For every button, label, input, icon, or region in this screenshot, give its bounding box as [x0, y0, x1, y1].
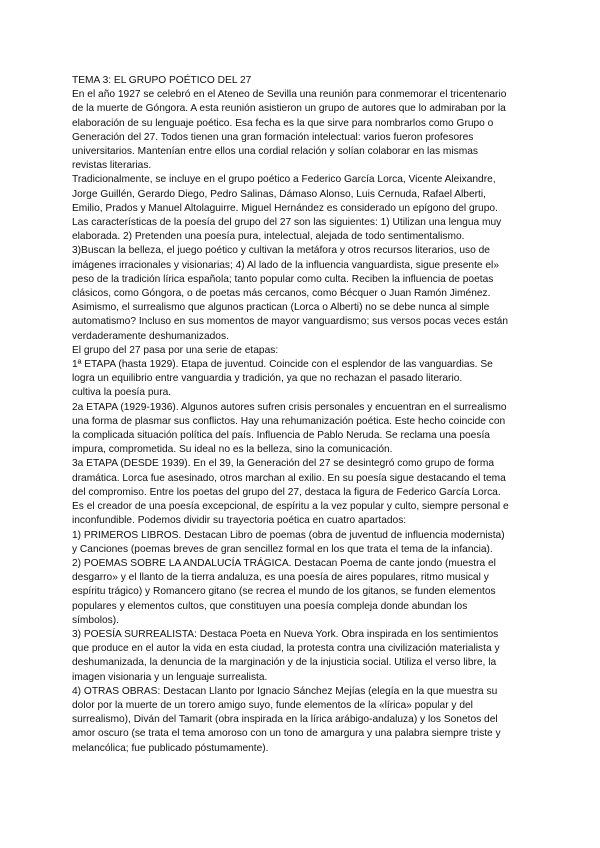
text-line: universitarios. Mantenían entre ellos una cordial relación y solían colaborar en las mismas [72, 146, 479, 158]
text-line: imágenes irracionales y visionarias; 4) Al lado de la influencia vanguardista, sigue presente el» [72, 259, 499, 271]
text-line: Generación del 27. Todos tienen una gran formación intelectual: varios fueron profesores [72, 131, 474, 143]
text-line: una forma de plasmar sus conflictos. Hay una rehumanización poética. Este hecho coincide con [72, 415, 506, 427]
text-line: 2) POEMAS SOBRE LA ANDALUCÍA TRÁGICA. Destacan Poema de cante jondo (muestra el [72, 557, 496, 569]
text-line: automatismo? Incluso en sus momentos de mayor vanguardismo; sus versos pocas veces están [72, 316, 509, 328]
text-line: populares y elementos cultos, que constituyen una poesía compleja donde abundan los [72, 600, 468, 612]
text-line: 1ª ETAPA (hasta 1929). Etapa de juventud. Coincide con el esplendor de las vanguardias. Se [72, 359, 493, 371]
text-line: que produce en el autor la vida en esta ciudad, la protesta contra una civilización materialista y [72, 643, 500, 655]
text-line: 1) PRIMEROS LIBROS. Destacan Libro de poemas (obra de juventud de influencia modernista) [72, 529, 505, 541]
text-line: dolor por la muerte de un torero amigo suyo, funde elementos de la «lírica» popular y del [72, 699, 473, 711]
document-title: TEMA 3: EL GRUPO POÉTICO DEL 27 [72, 75, 252, 86]
text-line: símbolos). [72, 614, 119, 626]
text-line: 3) POESÍA SURREALISTA: Destaca Poeta en Nueva York. Obra inspirada en los sentimientos [72, 628, 499, 640]
text-line: surrealismo), Diván del Tamarit (obra inspirada en la lírica arábigo-andaluza) y los Sonetos del [72, 714, 498, 726]
text-line: cultiva la poesía pura. [72, 387, 172, 399]
text-line: verdaderamente deshumanizados. [72, 330, 229, 342]
text-line: melancólica; fue publicado póstumamente). [72, 742, 269, 754]
text-line: Las características de la poesía del grupo del 27 son las siguientes: 1) Utilizan una lengua muy [72, 217, 502, 229]
text-line: inconfundible. Podemos dividir su trayectoria poética en cuatro apartados: [72, 515, 407, 527]
text-line: peso de la tradición lírica española; tanto popular como culta. Reciben la influencia de poetas [72, 273, 494, 285]
text-line: clásicos, como Góngora, o de poetas más cercanos, como Bécquer o Juan Ramón Jiménez. [72, 288, 491, 300]
text-line: la complicada situación política del país. Influencia de Pablo Neruda. Se reclama una poesía [72, 430, 490, 442]
text-line: Tradicionalmente, se incluye en el grupo poético a Federico García Lorca, Vicente Aleixandre, [72, 174, 496, 186]
text-line: elaboración de su lenguaje poético. Esa fecha es la que sirve para nombrarlos como Grupo o [72, 117, 494, 129]
text-line: 4) OTRAS OBRAS: Destacan Llanto por Ignacio Sánchez Mejías (elegía en la que muestra su [72, 685, 498, 697]
text-line: Asimismo, el surrealismo que algunos practican (Lorca o Alberti) no se debe nunca al simple [72, 302, 490, 314]
text-line: Es el creador de una poesía excepcional, de espíritu a la vez popular y culto, siempre personal e [72, 501, 509, 513]
text-line: 3a ETAPA (DESDE 1939). En el 39, la Generación del 27 se desintegró como grupo de forma [72, 458, 495, 470]
text-line: 2a ETAPA (1929-1936). Algunos autores sufren crisis personales y encuentran en el surrealismo [72, 401, 507, 413]
text-line: 3)Buscan la belleza, el juego poético y cultivan la metáfora y otros recursos literarios, uso de [72, 245, 490, 257]
text-line: dramática. Lorca fue asesinado, otros marchan al exilio. En su poesía sigue destacando el tema [72, 472, 506, 484]
text-line: desgarro» y el llanto de la tierra andaluza, es una poesía de aires populares, ritmo musical y [72, 572, 489, 584]
text-line: elaborada. 2) Pretenden una poesía pura, intelectual, alejada de todo sentimentalismo. [72, 231, 465, 243]
text-line: espíritu trágico) y Romancero gitano (se recrea el mundo de los gitanos, se funden elementos [72, 586, 496, 598]
document-page [72, 74, 532, 756]
text-line: amor oscuro (se trata el tema amoroso con un tono de amargura y una palabra siempre triste y [72, 728, 501, 740]
text-line: Emilio, Prados y Manuel Altolaguirre. Miguel Hernández es considerado un epígono del grupo. [72, 202, 498, 214]
text-line: del compromiso. Entre los poetas del grupo del 27, destaca la figura de Federico García Lorca. [72, 486, 501, 498]
text-line: logra un equilibrio entre vanguardia y tradición, ya que no rechazan el pasado literario. [72, 373, 463, 385]
text-line: En el año 1927 se celebró en el Ateneo de Sevilla una reunión para conmemorar el tricentenario [72, 89, 507, 101]
text-line: de la muerte de Góngora. A esta reunión asistieron un grupo de autores que lo admiraban por la [72, 103, 506, 115]
text-line: imagen visionaria y un lenguaje surrealista. [72, 671, 268, 683]
text-line: impura, comprometida. Su ideal no es la belleza, sino la comunicación. [72, 444, 393, 456]
text-line: y Canciones (poemas breves de gran sencillez formal en los que trata el tema de la infancia). [72, 543, 493, 555]
text-line: El grupo del 27 pasa por una serie de etapas: [72, 344, 279, 356]
text-line: Jorge Guillén, Gerardo Diego, Pedro Salinas, Dámaso Alonso, Luis Cernuda, Rafael Alberti, [72, 188, 486, 200]
text-line: revistas literarias. [72, 160, 152, 172]
text-line: deshumanizada, la denuncia de la marginación y de la injusticia social. Utiliza el verso libre, la [72, 657, 497, 669]
